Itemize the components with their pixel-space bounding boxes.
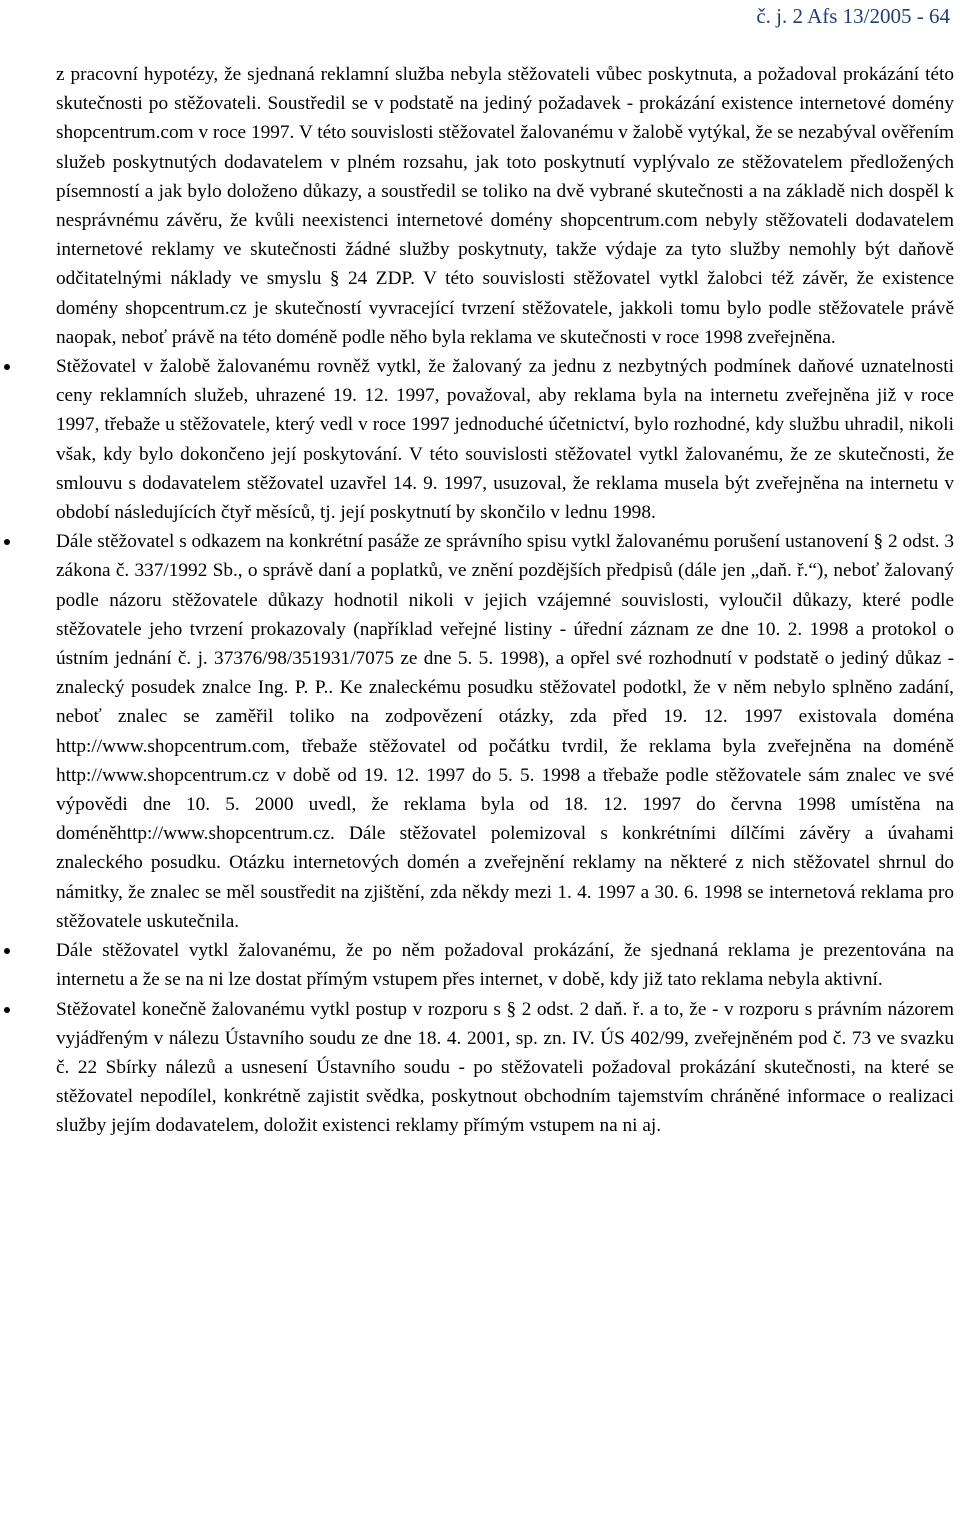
intro-paragraph: z pracovní hypotézy, že sjednaná reklamní služba nebyla stěžovateli vůbec poskytnuta, a požadoval prokázání této skutečnosti po stěžovateli. Soustředil se v podstatě na jediný požadavek - prokázání existence internetové domény shopcentrum.com v roce 1997. V této souvislosti stěžovatel žalovanému v žalobě vytýkal, že se nezabýval ověřením služeb poskytnutých dodavatelem v plném rozsahu, jak toto poskytnutí vyplývalo ze stěžovatelem předložených písemností a jak bylo doloženo důkazy, a soustředil se toliko na dvě vybrané skutečnosti a na základě nich dospěl k nesprávnému závěru, že kvůli neexistenci internetové domény shopcentrum.com nebyly stěžovateli dodavatelem internetové reklamy ve skutečnosti žádné služby poskytnuty, takže výdaje za tyto služby nemohly být daňově odčitatelnými náklady ve smyslu § 24 ZDP. V této souvislosti stěžovatel vytkl žalobci též závěr, že existence domény shopcentrum.cz je skutečností vyvracející tvrzení stěžovatele, jakkoli tomu bylo podle stěžovatele právě naopak, neboť právě na této doméně podle něho byla reklama ve skutečnosti v roce 1998 zveřejněna. — [56, 64, 954, 348]
list-item — [56, 995, 954, 1141]
list-item — [56, 936, 954, 994]
case-number-header: č. j. 2 Afs 13/2005 - 64 — [756, 4, 950, 28]
list-item-text: Stěžovatel konečně žalovanému vytkl postup v rozporu s § 2 odst. 2 daň. ř. a to, že - v rozporu s právním názorem vyjádřeným v nálezu Ústavního soudu ze dne 18. 4. 2001, sp. zn. IV. ÚS 402/99, zveřejněném pod č. 73 ve svazku č. 22 Sbírky nálezů a usnesení Ústavního soudu - po stěžovateli požadoval prokázání skutečnosti, na které se stěžovatel nepodílel, konkrétně zajistit svědka, poskytnout obchodním tajemstvím chráněné informace o realizaci služby jejím dodavatelem, doložit existenci reklamy přímým vstupem na ni aj. — [56, 998, 954, 1137]
document-body — [56, 60, 954, 1141]
objections-list — [56, 352, 954, 1140]
list-item — [56, 527, 954, 936]
bullet-icon — [4, 948, 10, 954]
list-item-text: Dále stěžovatel s odkazem na konkrétní pasáže ze správního spisu vytkl žalovanému porušení ustanovení § 2 odst. 3 zákona č. 337/1992 Sb., o správě daní a poplatků, ve znění pozdějších předpisů (dále jen „daň. ř.“), neboť žalovaný podle názoru stěžovatele důkazy hodnotil nikoli v jejich vzájemné souvislosti, vyloučil důkazy, které podle stěžovatele jeho tvrzení prokazovaly (například veřejné listiny - úřední záznam ze dne 10. 2. 1998 a protokol o ústním jednání č. j. 37376/98/351931/7075 ze dne 5. 5. 1998), a opřel své rozhodnutí v podstatě o jediný důkaz - znalecký posudek znalce Ing. P. P.. Ke znaleckému posudku stěžovatel podotkl, že v něm nebylo splněno zadání, neboť znalec se zaměřil toliko na zodpovězení otázky, zda před 19. 12. 1997 existovala doména http://www.shopcentrum.com, třebaže stěžovatel od počátku tvrdil, že reklama byla zveřejněna na doméně http://www.shopcentrum.cz v době od 19. 12. 1997 do 5. 5. 1998 a třebaže podle stěžovatele sám znalec ve své výpovědi dne 10. 5. 2000 uvedl, že reklama byla od 18. 12. 1997 do června 1998 umístěna na doméněhttp://www.shopcentrum.cz. Dále stěžovatel polemizoval s konkrétními dílčími závěry a úvahami znaleckého posudku. Otázku internetových domén a zveřejnění reklamy na některé z nich stěžovatel shrnul do námitky, že znalec se měl soustředit na zjištění, zda někdy mezi 1. 4. 1997 a 30. 6. 1998 se internetová reklama pro stěžovatele uskutečnila. — [56, 531, 954, 932]
list-item-text: Dále stěžovatel vytkl žalovanému, že po něm požadoval prokázání, že sjednaná reklama je prezentována na internetu a že se na ni lze dostat přímým vstupem přes internet, v době, kdy již tato reklama nebyla aktivní. — [56, 940, 954, 991]
bullet-icon — [4, 1007, 10, 1013]
bullet-icon — [4, 539, 10, 545]
list-item — [56, 352, 954, 527]
bullet-icon — [4, 364, 10, 370]
list-item-text: Stěžovatel v žalobě žalovanému rovněž vytkl, že žalovaný za jednu z nezbytných podmínek daňové uznatelnosti ceny reklamních služeb, uhrazené 19. 12. 1997, považoval, aby reklama byla na internetu zveřejněna již v roce 1997, třebaže u stěžovatele, který vedl v roce 1997 jednoduché účetnictví, bylo rozhodné, kdy službu uhradil, nikoli však, kdy bylo dokončeno její poskytování. V této souvislosti stěžovatel vytkl žalovanému, že ze skutečnosti, že smlouvu s dodavatelem stěžovatel uzavřel 14. 9. 1997, usuzoval, že reklama musela být zveřejněna na internetu v období následujících čtyř měsíců, tj. její poskytnutí by skončilo v lednu 1998. — [56, 356, 954, 524]
